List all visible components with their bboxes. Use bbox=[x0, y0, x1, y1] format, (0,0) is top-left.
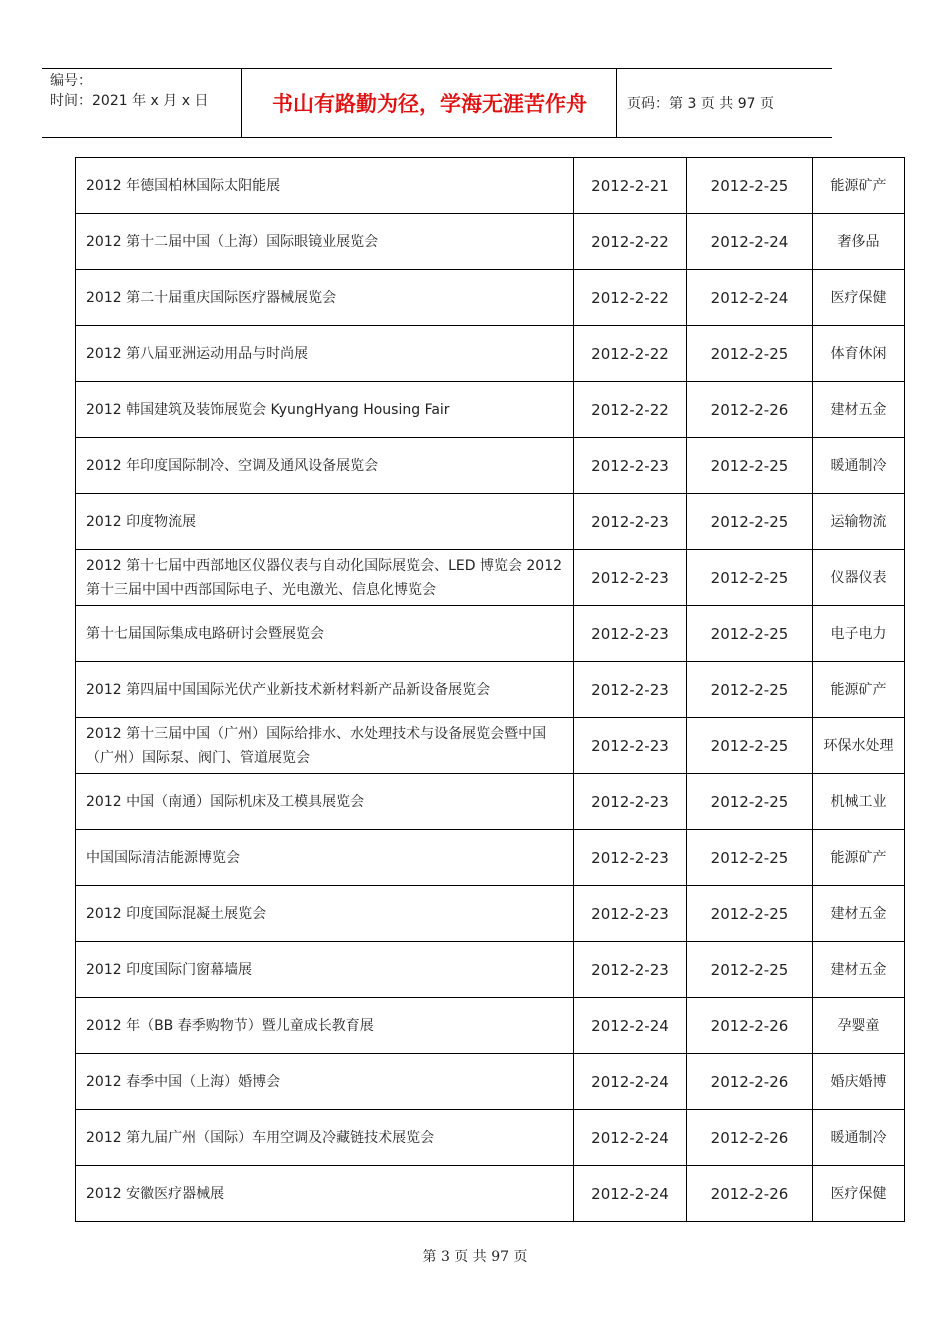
end-date-cell: 2012-2-26 bbox=[687, 998, 813, 1054]
end-date-cell: 2012-2-25 bbox=[687, 606, 813, 662]
document-header bbox=[42, 68, 832, 138]
end-date-cell: 2012-2-25 bbox=[687, 886, 813, 942]
table-row bbox=[76, 382, 905, 438]
start-date-cell: 2012-2-23 bbox=[574, 438, 687, 494]
table-row bbox=[76, 1110, 905, 1166]
table-row bbox=[76, 774, 905, 830]
end-date-cell: 2012-2-26 bbox=[687, 382, 813, 438]
table-row bbox=[76, 830, 905, 886]
start-date-cell: 2012-2-22 bbox=[574, 270, 687, 326]
exhibition-name-cell: 第十七届国际集成电路研讨会暨展览会 bbox=[76, 606, 574, 662]
exhibition-name-cell: 2012 第十七届中西部地区仪器仪表与自动化国际展览会、LED 博览会 2012 第十三届中国中西部国际电子、光电激光、信息化博览会 bbox=[76, 550, 574, 606]
end-date-cell: 2012-2-25 bbox=[687, 830, 813, 886]
start-date-cell: 2012-2-22 bbox=[574, 326, 687, 382]
table-row bbox=[76, 606, 905, 662]
end-date-cell: 2012-2-25 bbox=[687, 550, 813, 606]
exhibition-name-cell: 2012 第二十届重庆国际医疗器械展览会 bbox=[76, 270, 574, 326]
exhibition-table-body bbox=[76, 158, 905, 1222]
exhibition-name-cell: 中国国际清洁能源博览会 bbox=[76, 830, 574, 886]
start-date-cell: 2012-2-23 bbox=[574, 886, 687, 942]
end-date-cell: 2012-2-25 bbox=[687, 718, 813, 774]
start-date-cell: 2012-2-23 bbox=[574, 606, 687, 662]
category-cell: 暖通制冷 bbox=[813, 438, 905, 494]
end-date-cell: 2012-2-24 bbox=[687, 270, 813, 326]
category-cell: 电子电力 bbox=[813, 606, 905, 662]
exhibition-name-cell: 2012 第十二届中国（上海）国际眼镜业展览会 bbox=[76, 214, 574, 270]
start-date-cell: 2012-2-23 bbox=[574, 774, 687, 830]
end-date-cell: 2012-2-25 bbox=[687, 942, 813, 998]
start-date-cell: 2012-2-23 bbox=[574, 830, 687, 886]
exhibition-name-cell: 2012 印度国际门窗幕墙展 bbox=[76, 942, 574, 998]
start-date-cell: 2012-2-22 bbox=[574, 214, 687, 270]
category-cell: 孕婴童 bbox=[813, 998, 905, 1054]
start-date-cell: 2012-2-22 bbox=[574, 382, 687, 438]
page-footer: 第 3 页 共 97 页 bbox=[422, 1249, 528, 1265]
category-cell: 能源矿产 bbox=[813, 662, 905, 718]
end-date-cell: 2012-2-26 bbox=[687, 1110, 813, 1166]
exhibition-name-cell: 2012 印度国际混凝土展览会 bbox=[76, 886, 574, 942]
header-meta bbox=[42, 69, 242, 137]
end-date-cell: 2012-2-24 bbox=[687, 214, 813, 270]
category-cell: 婚庆婚博 bbox=[813, 1054, 905, 1110]
table-row bbox=[76, 326, 905, 382]
table-row bbox=[76, 494, 905, 550]
table-row bbox=[76, 550, 905, 606]
category-cell: 奢侈品 bbox=[813, 214, 905, 270]
category-cell: 能源矿产 bbox=[813, 830, 905, 886]
table-row bbox=[76, 998, 905, 1054]
exhibition-name-cell: 2012 第四届中国国际光伏产业新技术新材料新产品新设备展览会 bbox=[76, 662, 574, 718]
end-date-cell: 2012-2-26 bbox=[687, 1166, 813, 1222]
category-cell: 能源矿产 bbox=[813, 158, 905, 214]
table-row bbox=[76, 942, 905, 998]
header-page-label: 页码：第 3 页 共 97 页 bbox=[627, 96, 774, 112]
start-date-cell: 2012-2-23 bbox=[574, 942, 687, 998]
start-date-cell: 2012-2-24 bbox=[574, 998, 687, 1054]
exhibition-name-cell: 2012 第八届亚洲运动用品与时尚展 bbox=[76, 326, 574, 382]
exhibition-name-cell: 2012 第九届广州（国际）车用空调及冷藏链技术展览会 bbox=[76, 1110, 574, 1166]
start-date-cell: 2012-2-23 bbox=[574, 718, 687, 774]
end-date-cell: 2012-2-25 bbox=[687, 662, 813, 718]
category-cell: 建材五金 bbox=[813, 382, 905, 438]
exhibition-table bbox=[75, 157, 905, 1222]
end-date-cell: 2012-2-25 bbox=[687, 326, 813, 382]
start-date-cell: 2012-2-24 bbox=[574, 1054, 687, 1110]
end-date-cell: 2012-2-25 bbox=[687, 158, 813, 214]
category-cell: 体育休闲 bbox=[813, 326, 905, 382]
table-row bbox=[76, 270, 905, 326]
exhibition-name-cell: 2012 安徽医疗器械展 bbox=[76, 1166, 574, 1222]
number-label: 编号： bbox=[50, 73, 92, 89]
table-row bbox=[76, 718, 905, 774]
category-cell: 医疗保健 bbox=[813, 270, 905, 326]
time-label: 时间：2021 年 x 月 x 日 bbox=[50, 93, 209, 109]
category-cell: 建材五金 bbox=[813, 942, 905, 998]
table-row bbox=[76, 438, 905, 494]
exhibition-name-cell: 2012 春季中国（上海）婚博会 bbox=[76, 1054, 574, 1110]
table-row bbox=[76, 1054, 905, 1110]
exhibition-name-cell: 2012 第十三届中国（广州）国际给排水、水处理技术与设备展览会暨中国（广州）国际泵、阀门、管道展览会 bbox=[76, 718, 574, 774]
exhibition-name-cell: 2012 年德国柏林国际太阳能展 bbox=[76, 158, 574, 214]
category-cell: 仪器仪表 bbox=[813, 550, 905, 606]
header-motto: 书山有路勤为径，学海无涯苦作舟 bbox=[243, 69, 617, 137]
start-date-cell: 2012-2-23 bbox=[574, 550, 687, 606]
exhibition-name-cell: 2012 中国（南通）国际机床及工模具展览会 bbox=[76, 774, 574, 830]
category-cell: 暖通制冷 bbox=[813, 1110, 905, 1166]
start-date-cell: 2012-2-21 bbox=[574, 158, 687, 214]
start-date-cell: 2012-2-24 bbox=[574, 1110, 687, 1166]
category-cell: 运输物流 bbox=[813, 494, 905, 550]
end-date-cell: 2012-2-25 bbox=[687, 438, 813, 494]
end-date-cell: 2012-2-26 bbox=[687, 1054, 813, 1110]
exhibition-name-cell: 2012 韩国建筑及装饰展览会 KyungHyang Housing Fair bbox=[76, 382, 574, 438]
category-cell: 环保水处理 bbox=[813, 718, 905, 774]
exhibition-name-cell: 2012 年（BB 春季购物节）暨儿童成长教育展 bbox=[76, 998, 574, 1054]
table-row bbox=[76, 158, 905, 214]
start-date-cell: 2012-2-23 bbox=[574, 494, 687, 550]
start-date-cell: 2012-2-23 bbox=[574, 662, 687, 718]
table-row bbox=[76, 662, 905, 718]
end-date-cell: 2012-2-25 bbox=[687, 774, 813, 830]
table-row bbox=[76, 886, 905, 942]
category-cell: 机械工业 bbox=[813, 774, 905, 830]
table-row bbox=[76, 214, 905, 270]
start-date-cell: 2012-2-24 bbox=[574, 1166, 687, 1222]
end-date-cell: 2012-2-25 bbox=[687, 494, 813, 550]
category-cell: 医疗保健 bbox=[813, 1166, 905, 1222]
exhibition-name-cell: 2012 年印度国际制冷、空调及通风设备展览会 bbox=[76, 438, 574, 494]
table-row bbox=[76, 1166, 905, 1222]
exhibition-name-cell: 2012 印度物流展 bbox=[76, 494, 574, 550]
category-cell: 建材五金 bbox=[813, 886, 905, 942]
